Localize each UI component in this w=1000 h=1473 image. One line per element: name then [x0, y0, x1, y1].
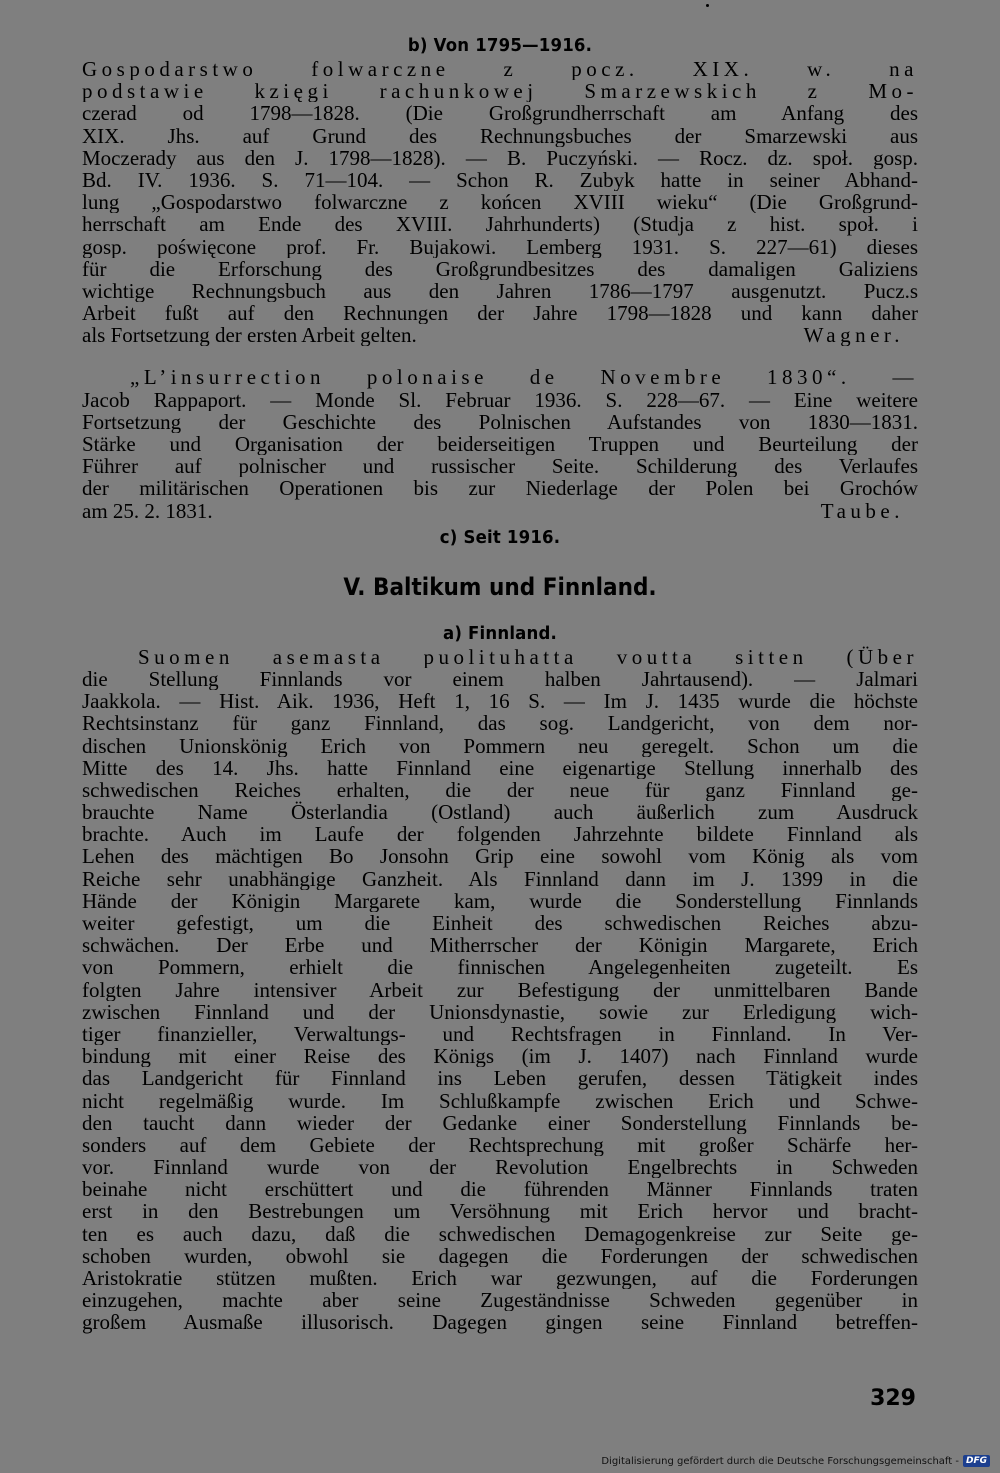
text-line: Fortsetzung der Geschichte des Polnischen Aufstandes von 1830—1831. — [82, 410, 918, 433]
text-line: tiger finanzieller, Verwaltungs- und Rechtsfragen in Finnland. In Ver- — [82, 1022, 918, 1046]
entry-jaakkola — [82, 646, 918, 1334]
text-line: von Pommern, erhielt die finnischen Angelegenheiten zugeteilt. Es — [82, 956, 918, 979]
text-line: Jaakkola. — Hist. Aik. 1936, Heft 1, 16 S. — Im J. 1435 wurde die höchste — [82, 690, 918, 713]
text-line: Lehen des mächtigen Bo Jonsohn Grip eine sowohl vom König als vom — [82, 845, 918, 868]
section-c-heading: c) Seit 1916. — [439, 526, 561, 548]
text-line: gosp. poświęcone prof. Fr. Bujakowi. Lemberg 1931. S. 227—61) dieses — [82, 235, 918, 258]
text-line: schwächen. Der Erbe und Mitherrscher der Königin Margarete, Erich — [82, 934, 918, 957]
text-line: Suomen asemasta puolituhatta voutta sitten (Über — [138, 645, 918, 668]
text-line: Jacob Rappaport. — Monde Sl. Februar 1936. S. 228—67. — Eine weitere — [82, 388, 918, 411]
text-line: den taucht dann wieder der Gedanke einer Sonderstellung Finnlands be- — [82, 1111, 918, 1134]
text-line: Hände der Königin Margarete kam, wurde die Sonderstellung Finnlands — [82, 889, 918, 912]
text-line: Gospodarstwo folwarczne z pocz. XIX. w. na — [82, 58, 918, 81]
text-line: Bd. IV. 1936. S. 71—104. — Schon R. Zubyk hatte in seiner Abhand- — [82, 168, 918, 192]
text-line: das Landgericht für Finnland ins Leben gerufen, dessen Tätigkeit indes — [82, 1067, 918, 1090]
text-column — [82, 34, 918, 1334]
text-line: Reiche sehr unabhängige Ganzheit. Als Finnland dann im J. 1399 in die — [82, 867, 918, 890]
text-line: dischen Unionskönig Erich von Pommern neu geregelt. Schon um die — [82, 734, 918, 757]
text-line: großem Ausmaße illusorisch. Dagegen gingen seine Finnland betreffen- — [82, 1311, 918, 1334]
text-line-last — [82, 500, 918, 522]
text-line: die Stellung Finnlands vor einem halben Jahrtausend). — Jalmari — [82, 667, 918, 691]
text-line: nicht regelmäßig wurde. Im Schlußkampfe zwischen Erich und Schwe- — [82, 1089, 918, 1112]
text-line: erst in den Bestrebungen um Versöhnung mit Erich hervor und bracht- — [82, 1200, 918, 1223]
text-line: beinahe nicht erschüttert und die führenden Männer Finnlands traten — [82, 1178, 918, 1201]
text-line: Arbeit fußt auf den Rechnungen der Jahre 1798—1828 und kann daher — [82, 302, 918, 325]
text-line: Moczerady aus den J. 1798—1828). — B. Puczyński. — Rocz. dz. społ. gosp. — [82, 146, 918, 169]
text-line: podstawie kzięgi rachunkowej Smarzewskich z Mo- — [82, 80, 918, 103]
footer-text: Digitalisierung gefördert durch die Deutsche Forschungsgemeinschaft - — [601, 1455, 959, 1467]
text-line: schoben wurden, obwohl sie dagegen die Forderungen der schwedischen — [82, 1244, 918, 1267]
text-line: am 25. 2. 1831. — [82, 499, 213, 522]
text-line: vor. Finnland wurde von der Revolution Engelbrechts in Schweden — [82, 1156, 918, 1179]
entry-smarzewski — [82, 58, 918, 346]
chapter-heading: V. Baltikum und Finnland. — [343, 572, 657, 601]
funding-footer — [601, 1455, 990, 1467]
text-line: einzugehen, machte aber seine Zugeständnisse Schweden gegenüber in — [82, 1289, 918, 1312]
text-line: herrschaft am Ende des XVIII. Jahrhunderts) (Studja z hist. społ. i — [82, 213, 918, 236]
section-b-heading: b) Von 1795—1916. — [407, 35, 593, 56]
text-line: lung „Gospodarstwo folwarczne z końcen XVIII wieku“ (Die Großgrund- — [82, 191, 918, 214]
text-line: als Fortsetzung der ersten Arbeit gelten. — [82, 324, 417, 347]
text-line: Rechtsinstanz für ganz Finnland, das sog. Landgericht, von dem nor- — [82, 712, 918, 735]
entry-rappaport — [82, 366, 918, 521]
text-line: XIX. Jhs. auf Grund des Rechnungsbuches der Smarzewski aus — [82, 124, 918, 147]
text-line-last — [82, 324, 918, 346]
text-line: folgten Jahre intensiver Arbeit zur Befestigung der unmittelbaren Bande — [82, 978, 918, 1001]
text-line: zwischen Finnland und der Unionsdynastie, sowie zur Erledigung wich- — [82, 1000, 918, 1023]
text-line: ten es auch dazu, daß die schwedischen Demagogenkreise zur Seite ge- — [82, 1222, 918, 1245]
dfg-logo-icon: DFG — [963, 1455, 990, 1467]
text-line: „L’insurrection polonaise de Novembre 1830“. — — [130, 366, 918, 389]
text-line: wichtige Rechnungsbuch aus den Jahren 1786—1797 ausgenutzt. Pucz.s — [82, 279, 918, 303]
text-line: Aristokratie stützen mußten. Erich war gezwungen, auf die Forderungen — [82, 1267, 918, 1290]
scan-speck — [706, 4, 709, 7]
text-line: Führer auf polnischer und russischer Seite. Schilderung des Verlaufes — [82, 455, 918, 478]
text-line: weiter gefestigt, um die Einheit des schwedischen Reiches abzu- — [82, 912, 918, 935]
text-line: Mitte des 14. Jhs. hatte Finnland eine eigenartige Stellung innerhalb des — [82, 756, 918, 779]
section-a-heading: a) Finnland. — [442, 622, 558, 644]
page-number: 329 — [870, 1386, 916, 1411]
text-line: für die Erforschung des Großgrundbesitzes des damaligen Galiziens — [82, 257, 918, 280]
text-line: brachte. Auch im Laufe der folgenden Jahrzehnte bildete Finnland als — [82, 823, 918, 846]
reviewer-signature: Taube. — [820, 499, 904, 522]
text-line: brauchte Name Österlandia (Ostland) auch äußerlich zum Ausdruck — [82, 801, 918, 824]
text-line: Stärke und Organisation der beiderseitigen Truppen und Beurteilung der — [82, 433, 918, 456]
text-line: der militärischen Operationen bis zur Niederlage der Polen bei Grochów — [82, 477, 918, 500]
text-line: czerad od 1798—1828. (Die Großgrundherrschaft am Anfang des — [82, 102, 918, 125]
text-line: sonders auf dem Gebiete der Rechtsprechung mit großer Schärfe her- — [82, 1133, 918, 1157]
text-line: bindung mit einer Reise des Königs (im J. 1407) nach Finnland wurde — [82, 1045, 918, 1068]
text-line: schwedischen Reiches erhalten, die der neue für ganz Finnland ge- — [82, 778, 918, 802]
reviewer-signature: Wagner. — [803, 324, 904, 347]
